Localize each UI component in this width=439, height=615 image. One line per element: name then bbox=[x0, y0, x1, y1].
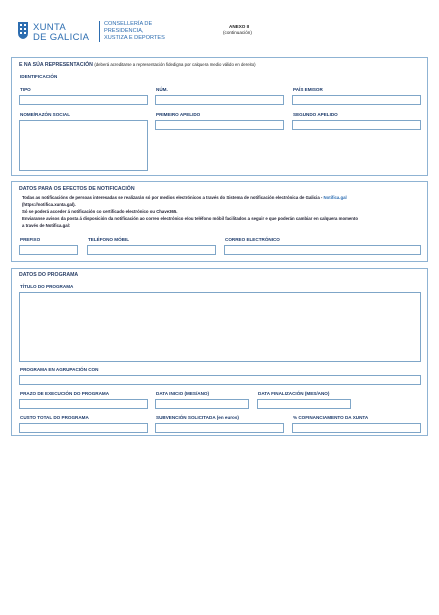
prazo-field[interactable] bbox=[19, 399, 148, 409]
inicio-label: DATA INICIO (MES/ANO) bbox=[156, 391, 209, 396]
notification-line-1 bbox=[22, 195, 347, 200]
identification-label: IDENTIFICACIÓN bbox=[20, 74, 58, 79]
galicia-shield-icon bbox=[17, 21, 29, 40]
num-field[interactable] bbox=[155, 95, 284, 105]
nome-field[interactable] bbox=[19, 120, 148, 171]
notification-title: DATOS PARA OS EFECTOS DE NOTIFICACIÓN bbox=[19, 186, 135, 192]
apelido1-field[interactable] bbox=[155, 120, 284, 130]
prazo-label: PRAZO DE EXECUCIÓN DO PROGRAMA bbox=[20, 391, 110, 396]
correo-field[interactable] bbox=[224, 245, 421, 255]
representation-title-bold: E NA SÚA REPRESENTACIÓN bbox=[19, 62, 93, 68]
annex-title: ANEXO II bbox=[229, 24, 250, 29]
num-label: NÚM. bbox=[156, 87, 168, 92]
tipo-field[interactable] bbox=[19, 95, 148, 105]
notification-line-2: (https://notifica.xunta.gal). bbox=[22, 202, 76, 207]
fin-label: DATA FINALIZACIÓN (MES/ANO) bbox=[258, 391, 330, 396]
correo-label: CORREO ELECTRÓNICO bbox=[225, 237, 280, 242]
titulo-field[interactable] bbox=[19, 292, 421, 362]
agrupacion-label: PROGRAMA EN AGRUPACIÓN CON bbox=[20, 367, 99, 372]
header-divider bbox=[99, 21, 100, 42]
representation-title bbox=[19, 62, 256, 68]
subvencion-label: SUBVENCIÓN SOLICITADA (en euros) bbox=[156, 415, 239, 420]
titulo-label: TÍTULO DO PROGRAMA bbox=[20, 284, 74, 289]
representation-title-note: (deberá acreditarse a representación fidedigna por calquera medio válido en dereito) bbox=[94, 62, 256, 67]
subvencion-field[interactable] bbox=[155, 423, 284, 433]
header bbox=[0, 0, 439, 55]
apelido1-label: PRIMEIRO APELIDO bbox=[156, 112, 201, 117]
agrupacion-field[interactable] bbox=[19, 375, 421, 385]
telefono-field[interactable] bbox=[87, 245, 216, 255]
brand-line-1: XUNTA bbox=[33, 22, 66, 33]
notification-line-5: a través de Notifica.gal: bbox=[22, 223, 71, 228]
nome-label: NOME/RAZÓN SOCIAL bbox=[20, 112, 71, 117]
cofinanciamento-label: % COFINANCIAMENTO DA XUNTA bbox=[293, 415, 369, 420]
prefixo-field[interactable] bbox=[19, 245, 78, 255]
apelido2-label: SEGUNDO APELIDO bbox=[293, 112, 338, 117]
tipo-label: TIPO bbox=[20, 87, 31, 92]
custo-field[interactable] bbox=[19, 423, 148, 433]
cofinanciamento-field[interactable] bbox=[292, 423, 421, 433]
brand-line-2: DE GALICIA bbox=[33, 32, 90, 43]
fin-field[interactable] bbox=[257, 399, 351, 409]
custo-label: CUSTO TOTAL DO PROGRAMA bbox=[20, 415, 89, 420]
annex-subtitle: (continuación) bbox=[223, 30, 252, 35]
pais-field[interactable] bbox=[292, 95, 421, 105]
dept-line-3: XUSTIZA E DEPORTES bbox=[104, 35, 165, 41]
notifica-link[interactable]: Notifica.gal bbox=[323, 195, 347, 200]
dept-line-2: PRESIDENCIA, bbox=[104, 28, 144, 34]
dept-line-1: CONSELLERÍA DE bbox=[104, 21, 153, 27]
notification-line-1-text: Todas as notificacións de persoas interesadas se realizarán só por medios electrónicos a través do Sistema de notificación electrónica de Galicia - bbox=[22, 195, 323, 200]
notification-line-3: Só se poderá acceder á notificación co certificado electrónico ou Chave365. bbox=[22, 209, 178, 214]
inicio-field[interactable] bbox=[155, 399, 249, 409]
pais-label: PAÍS EMISOR bbox=[293, 87, 323, 92]
prefixo-label: PREFIXO bbox=[20, 237, 41, 242]
notification-line-4: Enviaranse avisos da posta á disposición da notificación ao correo electrónico e/ou teléfono móbil facilitados a seguir e que poderán cambiar en calquera momento bbox=[22, 216, 358, 221]
program-title: DATOS DO PROGRAMA bbox=[19, 272, 79, 278]
telefono-label: TELÉFONO MÓBIL bbox=[88, 237, 130, 242]
apelido2-field[interactable] bbox=[292, 120, 421, 130]
